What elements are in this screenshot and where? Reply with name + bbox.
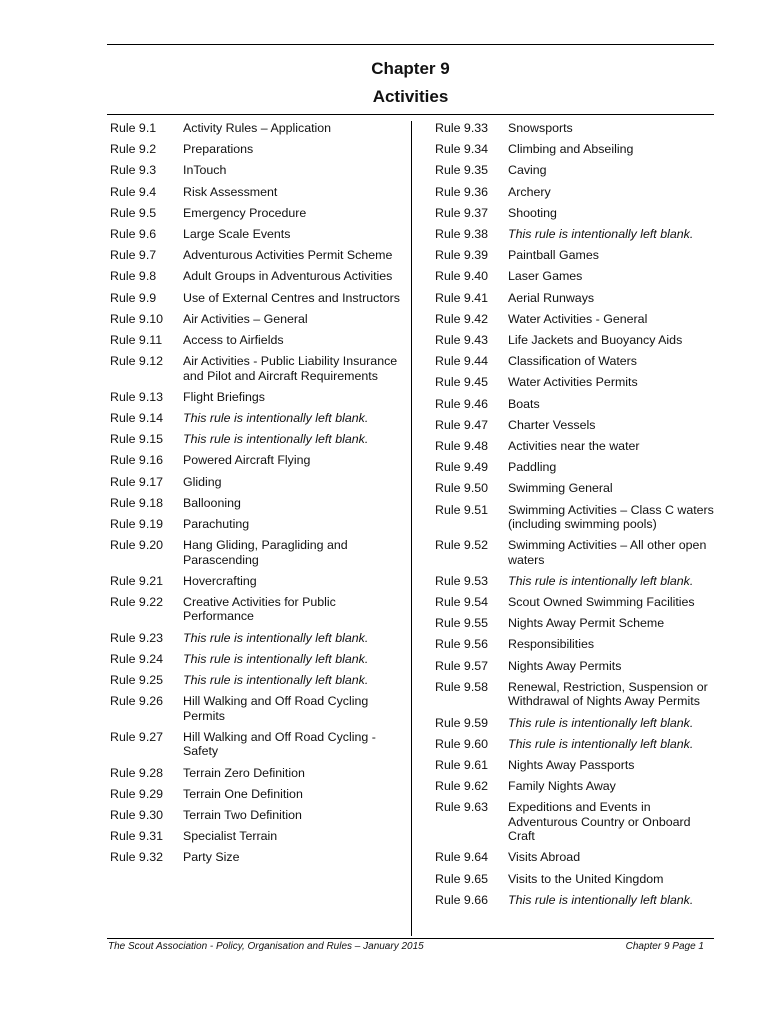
rule-row bbox=[110, 850, 406, 864]
rule-row bbox=[435, 595, 715, 609]
rule-row bbox=[110, 766, 406, 780]
rule-number: Rule 9.50 bbox=[435, 481, 489, 496]
rule-row bbox=[435, 439, 715, 453]
rule-row bbox=[435, 872, 715, 886]
rule-title: Paddling bbox=[508, 460, 557, 475]
rule-title: Terrain Two Definition bbox=[183, 807, 302, 822]
rule-row bbox=[435, 616, 715, 630]
top-divider bbox=[107, 44, 714, 45]
rule-row bbox=[110, 333, 406, 347]
rule-number: Rule 9.59 bbox=[435, 715, 489, 730]
rule-row bbox=[435, 163, 715, 177]
rule-row bbox=[110, 291, 406, 305]
rule-row bbox=[435, 291, 715, 305]
rule-number: Rule 9.61 bbox=[435, 757, 489, 772]
rule-row bbox=[435, 800, 715, 843]
rule-row bbox=[435, 850, 715, 864]
rule-title: Access to Airfields bbox=[183, 333, 284, 348]
rule-number: Rule 9.46 bbox=[435, 396, 489, 411]
rule-number: Rule 9.43 bbox=[435, 333, 489, 348]
rule-row bbox=[110, 142, 406, 156]
rule-title: InTouch bbox=[183, 163, 227, 178]
rule-row bbox=[435, 779, 715, 793]
rule-number: Rule 9.2 bbox=[110, 142, 157, 157]
rule-number: Rule 9.28 bbox=[110, 765, 164, 780]
rule-number: Rule 9.7 bbox=[110, 248, 157, 263]
rule-title: This rule is intentionally left blank. bbox=[183, 673, 369, 688]
rule-title: Hang Gliding, Paragliding and Parascending bbox=[183, 538, 348, 567]
rule-number: Rule 9.24 bbox=[110, 651, 164, 666]
rule-row bbox=[110, 411, 406, 425]
rule-title: Activities near the water bbox=[508, 439, 640, 454]
rule-number: Rule 9.47 bbox=[435, 417, 489, 432]
rule-number: Rule 9.31 bbox=[110, 829, 164, 844]
rule-title: Archery bbox=[508, 184, 551, 199]
rule-number: Rule 9.63 bbox=[435, 800, 489, 815]
rule-title: Visits Abroad bbox=[508, 850, 581, 865]
rule-row bbox=[435, 206, 715, 220]
rule-number: Rule 9.37 bbox=[435, 205, 489, 220]
rule-number: Rule 9.1 bbox=[110, 121, 157, 135]
rule-title: Terrain One Definition bbox=[183, 786, 303, 801]
rule-number: Rule 9.41 bbox=[435, 290, 489, 305]
rule-row bbox=[435, 716, 715, 730]
rule-row bbox=[110, 787, 406, 801]
rule-row bbox=[435, 418, 715, 432]
rule-number: Rule 9.35 bbox=[435, 163, 489, 178]
rule-row bbox=[435, 637, 715, 651]
rule-title: Adventurous Activities Permit Scheme bbox=[183, 248, 393, 263]
rule-title: Shooting bbox=[508, 205, 557, 220]
rule-title: Parachuting bbox=[183, 517, 250, 532]
rule-title: Hill Walking and Off Road Cycling Permits bbox=[183, 694, 369, 723]
rule-title: Swimming General bbox=[508, 481, 613, 496]
rule-row bbox=[110, 574, 406, 588]
rule-title: Climbing and Abseiling bbox=[508, 142, 634, 157]
rule-row bbox=[435, 375, 715, 389]
rule-number: Rule 9.11 bbox=[110, 333, 163, 348]
chapter-subtitle: Activities bbox=[372, 87, 449, 106]
rule-number: Rule 9.66 bbox=[435, 892, 489, 907]
rule-title: Emergency Procedure bbox=[183, 205, 307, 220]
rule-title: Expeditions and Events in Adventurous Country or Onboard Craft bbox=[508, 800, 691, 844]
rule-number: Rule 9.18 bbox=[110, 495, 164, 510]
rule-number: Rule 9.42 bbox=[435, 311, 489, 326]
rule-title: Air Activities – General bbox=[183, 311, 308, 326]
rule-row bbox=[110, 121, 406, 135]
rule-title: Nights Away Passports bbox=[508, 757, 635, 772]
rule-title: Hovercrafting bbox=[183, 573, 257, 588]
rule-row bbox=[110, 453, 406, 467]
footer-page-number: Chapter 9 Page 1 bbox=[625, 941, 704, 952]
rule-row bbox=[435, 142, 715, 156]
rule-number: Rule 9.4 bbox=[110, 184, 157, 199]
rule-row bbox=[110, 227, 406, 241]
rule-row bbox=[435, 312, 715, 326]
rule-number: Rule 9.36 bbox=[435, 184, 489, 199]
rule-number: Rule 9.26 bbox=[110, 694, 164, 709]
header-divider bbox=[107, 114, 714, 115]
rule-row bbox=[110, 808, 406, 822]
rule-number: Rule 9.8 bbox=[110, 269, 157, 284]
rule-title: Renewal, Restriction, Suspension or Withdrawal of Nights Away Permits bbox=[508, 679, 708, 709]
rule-number: Rule 9.54 bbox=[435, 595, 489, 610]
rule-title: This rule is intentionally left blank. bbox=[508, 736, 694, 751]
rule-number: Rule 9.30 bbox=[110, 807, 164, 822]
rule-title: Responsibilities bbox=[508, 637, 595, 652]
rule-title: Caving bbox=[508, 163, 547, 178]
rule-number: Rule 9.14 bbox=[110, 411, 164, 426]
rule-title: Adult Groups in Adventurous Activities bbox=[183, 269, 393, 284]
rules-list-right bbox=[435, 121, 715, 914]
rule-number: Rule 9.64 bbox=[435, 850, 489, 865]
rule-number: Rule 9.3 bbox=[110, 163, 157, 178]
rule-row bbox=[110, 248, 406, 262]
rule-row bbox=[435, 227, 715, 241]
rule-title: Life Jackets and Buoyancy Aids bbox=[508, 333, 683, 348]
rule-title: Laser Games bbox=[508, 269, 583, 284]
rule-row bbox=[435, 121, 715, 135]
rule-number: Rule 9.33 bbox=[435, 121, 489, 135]
rule-number: Rule 9.60 bbox=[435, 736, 489, 751]
rule-row bbox=[435, 737, 715, 751]
rule-row bbox=[435, 538, 715, 567]
rule-title: Risk Assessment bbox=[183, 184, 278, 199]
rule-title: Hill Walking and Off Road Cycling - Safety bbox=[183, 729, 376, 759]
rule-number: Rule 9.19 bbox=[110, 517, 164, 532]
rule-row bbox=[435, 333, 715, 347]
footer-divider bbox=[107, 938, 714, 939]
rule-title: Family Nights Away bbox=[508, 779, 616, 794]
rule-number: Rule 9.62 bbox=[435, 779, 489, 794]
footer-publication: The Scout Association - Policy, Organisation and Rules – January 2015 bbox=[108, 941, 424, 952]
rule-row bbox=[435, 460, 715, 474]
rule-number: Rule 9.49 bbox=[435, 460, 489, 475]
rule-title: Snowsports bbox=[508, 121, 573, 135]
rule-title: Ballooning bbox=[183, 495, 241, 510]
rule-row bbox=[110, 163, 406, 177]
rule-number: Rule 9.22 bbox=[110, 595, 164, 610]
rule-number: Rule 9.55 bbox=[435, 616, 489, 631]
rule-title: Nights Away Permits bbox=[508, 658, 622, 673]
rule-number: Rule 9.12 bbox=[110, 354, 164, 369]
rule-title: Visits to the United Kingdom bbox=[508, 871, 664, 886]
rule-title: Party Size bbox=[183, 850, 240, 865]
rule-title: This rule is intentionally left blank. bbox=[183, 411, 369, 426]
rule-number: Rule 9.56 bbox=[435, 637, 489, 652]
rule-title: Air Activities - Public Liability Insurance and Pilot and Aircraft Requirements bbox=[183, 354, 398, 383]
rule-number: Rule 9.16 bbox=[110, 453, 164, 468]
rule-row bbox=[110, 269, 406, 283]
rule-number: Rule 9.29 bbox=[110, 786, 164, 801]
rule-number: Rule 9.20 bbox=[110, 538, 164, 553]
rule-number: Rule 9.40 bbox=[435, 269, 489, 284]
rule-number: Rule 9.21 bbox=[110, 573, 164, 588]
rule-row bbox=[435, 269, 715, 283]
rule-title: Scout Owned Swimming Facilities bbox=[508, 595, 695, 610]
rule-row bbox=[110, 312, 406, 326]
rule-number: Rule 9.58 bbox=[435, 679, 489, 694]
rule-row bbox=[435, 248, 715, 262]
rule-row bbox=[110, 432, 406, 446]
rule-title: Preparations bbox=[183, 142, 254, 157]
rule-row bbox=[110, 730, 406, 759]
rule-row bbox=[435, 758, 715, 772]
rule-title: This rule is intentionally left blank. bbox=[508, 227, 694, 242]
rule-row bbox=[435, 481, 715, 495]
rule-row bbox=[110, 652, 406, 666]
rule-row bbox=[110, 206, 406, 220]
rule-number: Rule 9.34 bbox=[435, 142, 489, 157]
rule-row bbox=[435, 893, 715, 907]
rule-title: Swimming Activities – All other open waters bbox=[508, 538, 707, 567]
rule-number: Rule 9.51 bbox=[435, 502, 489, 517]
rule-row bbox=[110, 390, 406, 404]
rule-title: Large Scale Events bbox=[183, 227, 291, 242]
rule-number: Rule 9.39 bbox=[435, 248, 489, 263]
rule-title: Water Activities - General bbox=[508, 311, 648, 326]
rule-title: Specialist Terrain bbox=[183, 829, 278, 844]
rule-number: Rule 9.45 bbox=[435, 375, 489, 390]
rule-row bbox=[435, 574, 715, 588]
rule-title: Paintball Games bbox=[508, 248, 599, 263]
rule-title: Swimming Activities – Class C waters (including swimming pools) bbox=[508, 502, 714, 532]
rule-row bbox=[435, 185, 715, 199]
rule-title: This rule is intentionally left blank. bbox=[508, 892, 694, 907]
rule-number: Rule 9.6 bbox=[110, 227, 157, 242]
rule-number: Rule 9.17 bbox=[110, 474, 164, 489]
rule-number: Rule 9.15 bbox=[110, 432, 164, 447]
rule-number: Rule 9.13 bbox=[110, 389, 164, 404]
rule-title: Flight Briefings bbox=[183, 389, 265, 404]
rule-number: Rule 9.32 bbox=[110, 850, 164, 865]
rule-title: This rule is intentionally left blank. bbox=[183, 630, 369, 645]
rule-row bbox=[435, 680, 715, 709]
rule-row bbox=[110, 538, 406, 567]
rule-title: Boats bbox=[508, 396, 540, 411]
rule-title: This rule is intentionally left blank. bbox=[183, 651, 369, 666]
chapter-title: Chapter 9 bbox=[371, 59, 450, 78]
rule-number: Rule 9.53 bbox=[435, 573, 489, 588]
rule-title: Aerial Runways bbox=[508, 290, 595, 305]
rule-title: Use of External Centres and Instructors bbox=[183, 290, 400, 305]
rule-number: Rule 9.48 bbox=[435, 439, 489, 454]
rule-number: Rule 9.52 bbox=[435, 538, 489, 553]
rule-title: Classification of Waters bbox=[508, 354, 637, 369]
rule-row bbox=[435, 397, 715, 411]
rule-row bbox=[435, 659, 715, 673]
rule-title: Water Activities Permits bbox=[508, 375, 638, 390]
rule-row bbox=[435, 354, 715, 368]
rule-row bbox=[110, 496, 406, 510]
rule-row bbox=[110, 673, 406, 687]
rule-row bbox=[110, 354, 406, 383]
rule-number: Rule 9.10 bbox=[110, 311, 164, 326]
rule-row bbox=[110, 829, 406, 843]
rule-title: Charter Vessels bbox=[508, 417, 596, 432]
rule-title: This rule is intentionally left blank. bbox=[508, 573, 694, 588]
rule-number: Rule 9.9 bbox=[110, 290, 157, 305]
rule-number: Rule 9.25 bbox=[110, 673, 164, 688]
rule-row bbox=[435, 503, 715, 532]
rule-row bbox=[110, 185, 406, 199]
column-divider bbox=[411, 121, 412, 936]
rules-list-left bbox=[110, 121, 406, 872]
rule-row bbox=[110, 475, 406, 489]
rule-row bbox=[110, 517, 406, 531]
rule-title: This rule is intentionally left blank. bbox=[183, 432, 369, 447]
rule-row bbox=[110, 631, 406, 645]
rule-title: This rule is intentionally left blank. bbox=[508, 715, 694, 730]
rule-title: Activity Rules – Application bbox=[183, 121, 332, 135]
rule-title: Nights Away Permit Scheme bbox=[508, 616, 665, 631]
rule-number: Rule 9.27 bbox=[110, 729, 164, 744]
rule-number: Rule 9.38 bbox=[435, 227, 489, 242]
rule-title: Creative Activities for Public Performance bbox=[183, 595, 336, 624]
rule-number: Rule 9.57 bbox=[435, 658, 489, 673]
rule-row bbox=[110, 694, 406, 723]
rule-row bbox=[110, 595, 406, 624]
rule-title: Powered Aircraft Flying bbox=[183, 453, 311, 468]
rule-number: Rule 9.23 bbox=[110, 630, 164, 645]
rule-number: Rule 9.44 bbox=[435, 354, 489, 369]
rule-title: Gliding bbox=[183, 474, 222, 489]
rule-title: Terrain Zero Definition bbox=[183, 765, 305, 780]
rule-number: Rule 9.5 bbox=[110, 205, 157, 220]
rule-number: Rule 9.65 bbox=[435, 871, 489, 886]
